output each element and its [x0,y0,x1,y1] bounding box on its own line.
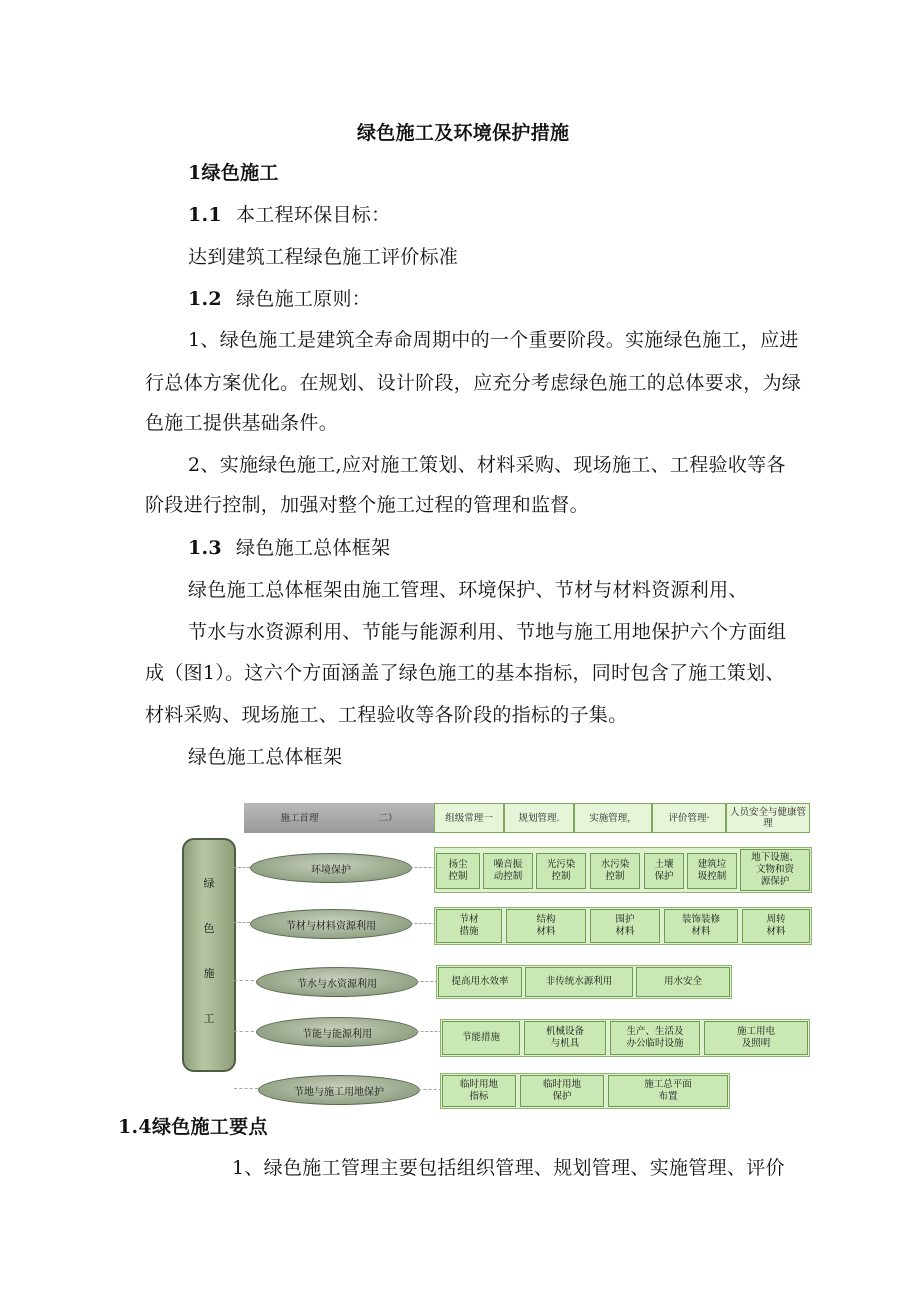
section-1-2 [188,284,371,311]
para-2-line-1: 2、实施绿色施工,应对施工策划、材料采购、现场施工、工程验收等各 [188,454,786,476]
section-number: 1.3 [188,537,222,559]
page-title: 绿色施工及环境保护措施 [357,122,570,144]
header-item: 人员安全与健康管理 [726,803,810,833]
section-1-1 [188,200,390,227]
main-char: 色 [203,922,215,935]
item-box: 结构 材料 [506,909,586,943]
para-1-line-1: 1、绿色施工是建筑全寿命周期中的一个重要阶段。实施绿色施工，应进 [188,329,799,351]
connector [418,1089,442,1090]
heading-1 [188,158,279,185]
item-box: 生产、生活及 办公临时设施 [610,1021,700,1055]
item-box: 提高用水效率 [438,967,522,997]
section-1-4 [118,1112,268,1139]
connector [416,981,438,982]
item-box: 水污染 控制 [590,853,640,889]
item-box: 地下设施、 文物和资 源保护 [740,849,810,891]
main-char: 工 [203,1012,215,1025]
connector [410,867,436,868]
category-pill: 节材与材料资源利用 [250,909,412,939]
main-char: 施 [203,967,215,980]
item-box: 机械设备 与机具 [524,1021,606,1055]
item-box: 土壤 保护 [644,853,684,889]
connector [234,922,250,923]
header-item: 实施管理， [574,803,652,833]
connector [234,1088,258,1089]
connector [410,923,436,924]
item-box: 用水安全 [636,967,730,997]
para-1-line-2: 行总体方案优化。在规划、设计阶段，应充分考虑绿色施工的总体要求，为绿 [145,372,802,394]
header-gray [244,803,434,833]
item-box: 临时用地 指标 [442,1075,516,1107]
figure-caption: 绿色施工总体框架 [188,746,343,768]
item-box: 装饰装修 材料 [664,909,738,943]
section-title: 绿色施工原则： [235,288,372,310]
heading-1-text: 1绿色施工 [188,162,279,184]
para-3-line-4: 材料采购、现场施工、工程验收等各阶段的指标的子集。 [145,704,628,726]
para-4-line-1: 1、绿色施工管理主要包括组织管理、规划管理、实施管理、评价 [232,1157,785,1179]
section-title: 本工程环保目标： [235,204,391,226]
item-box: 噪音振 动控制 [483,853,533,889]
para-3-line-2: 节水与水资源利用、节能与能源利用、节地与施工用地保护六个方面组 [188,621,787,643]
section-1-4-text: 1.4绿色施工要点 [118,1116,268,1138]
header-gray-right: 二） [378,812,398,824]
section-number: 1.2 [188,288,222,310]
section-1-1-body: 达到建筑工程绿色施工评价标准 [188,246,459,268]
header-item: 组级常理一 [434,803,504,833]
section-number: 1.1 [188,204,222,226]
main-bar [182,838,236,1072]
category-pill: 节能与能源利用 [256,1017,418,1047]
item-box: 施工用电 及照明 [704,1021,808,1055]
category-pill: 节水与水资源利用 [256,967,418,997]
connector [416,1031,442,1032]
item-box: 临时用地 保护 [520,1075,604,1107]
para-1-line-3: 色施工提供基础条件。 [145,412,339,434]
header-item: 规划管理. [504,803,574,833]
item-box: 光污染 控制 [536,853,586,889]
connector [234,980,254,981]
item-box: 施工总平面 布置 [608,1075,728,1107]
item-box: 节材 措施 [436,909,502,943]
para-3-line-3: 成（图1）。这六个方面涵盖了绿色施工的基本指标，同时包含了施工策划、 [145,662,785,684]
para-2-line-2: 阶段进行控制，加强对整个施工过程的管理和监督。 [145,494,589,516]
item-box: 非传统水源利用 [525,967,633,997]
item-box: 建筑垃 圾控制 [687,853,737,889]
connector [234,1031,254,1032]
item-box: 节能措施 [442,1021,520,1055]
section-1-3 [188,533,390,560]
connector [234,867,250,868]
category-pill: 节地与施工用地保护 [258,1075,420,1105]
header-item: 评价管理· [652,803,726,833]
main-char: 绿 [203,877,215,890]
header-gray-left: 施工首理 [280,812,319,824]
item-box: 周转 材料 [742,909,810,943]
category-pill: 环境保护 [250,853,412,883]
item-box: 围护 材料 [590,909,660,943]
para-3-line-1: 绿色施工总体框架由施工管理、环境保护、节材与材料资源利用、 [188,579,748,601]
section-title: 绿色施工总体框架 [235,537,391,559]
item-box: 扬尘 控制 [436,853,480,889]
framework-diagram [178,795,828,1115]
